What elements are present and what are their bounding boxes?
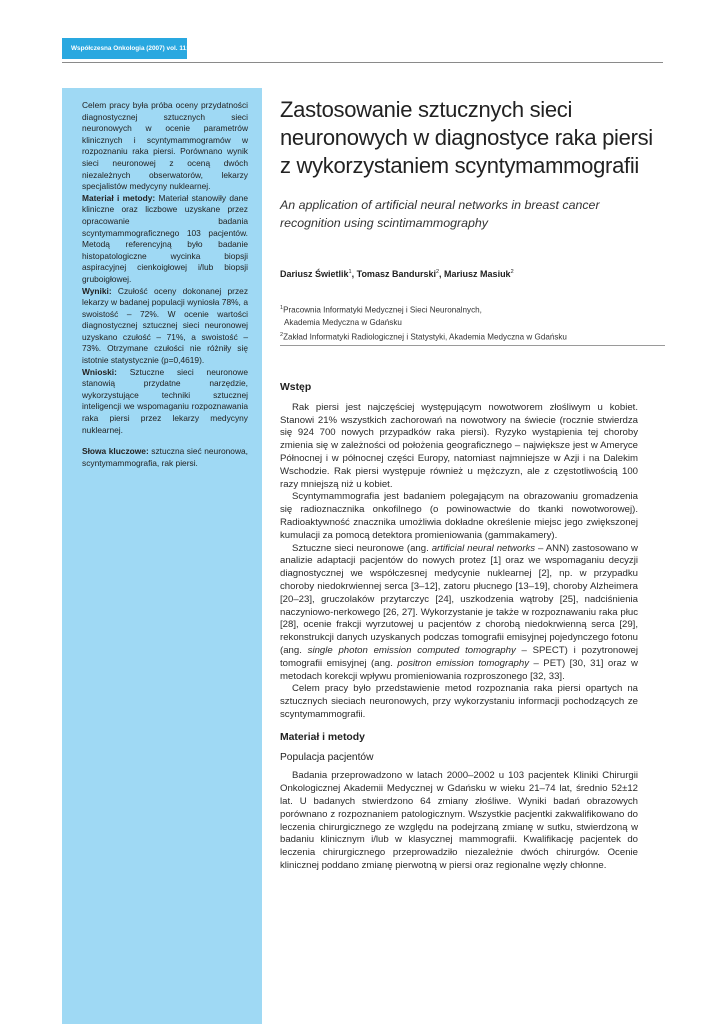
methods-text: Materiał stanowiły dane kliniczne oraz liczbowe uzyskane przez opracowanie badania scyntymammograficznego 103 pacjentów. Metodą referencyjną było badanie histopatologiczne wycinka biopsji aspiracyjnej cienkoigłowej i/lub biopsji gruboigłowej.: [82, 192, 248, 284]
author-name: Dariusz Świetlik: [280, 269, 349, 279]
term-italic: positron emission tomography: [397, 657, 530, 669]
author-list: [280, 269, 660, 279]
journal-banner: Współczesna Onkologia (2007) vol. 11; 8 (385–389): [62, 38, 187, 59]
affiliation-number: 1: [280, 305, 284, 311]
abstract-results: [82, 286, 248, 367]
methods-label: Materiał i metody:: [82, 192, 156, 203]
affiliations: [280, 302, 665, 343]
conclusions-text: Sztuczne sieci neuronowe stanowią przydatne narzędzie, wykorzystujące techniki sztucznej inteligencji we wspomaganiu rozpoznawania raka piersi przez lekarzy medycyny nuklearnej.: [82, 366, 248, 435]
text-run: Sztuczne sieci neuronowe (ang.: [292, 542, 432, 554]
author-separator: ,: [439, 269, 445, 279]
keywords-label: Słowa kluczowe:: [82, 446, 149, 457]
term-italic: single photon emission computed tomography: [307, 644, 516, 656]
author-name: Mariusz Masiuk: [444, 269, 511, 279]
affiliation-2: [280, 329, 665, 344]
affiliation-number: 2: [280, 331, 284, 338]
keywords-text: sztuczna sieć neuronowa, scyntymammografia, rak piersi.: [82, 446, 248, 468]
abstract-intro: Celem pracy była próba oceny przydatności diagnostycznej sztucznych sieci neuronowych w ocenie parametrów klinicznych i scyntymammogramów w rozpoznaniu raka piersi. Porównano wynik sieci neuronowej z oceną dwóch niezależnych obserwatorów, lekarzy specjalistów medycyny nuklearnej.: [82, 100, 248, 192]
article-body: [280, 382, 638, 873]
results-label: Wyniki:: [82, 285, 112, 296]
section-heading-introduction: Wstęp: [280, 382, 312, 393]
paragraph: [280, 543, 638, 684]
article-subtitle: An application of artificial neural networks in breast cancer recognition using scintimammography: [280, 198, 600, 230]
author-separator: ,: [351, 269, 357, 279]
abstract-methods: [82, 193, 248, 286]
paragraph: Scyntymammografia jest badaniem polegającym na obrazowaniu gromadzenia się radioznacznika onkofilnego (o powinowactwie do tkanki nowotworowej). Radioaktywność znacznika umożliwia dokładne określenie miejsc jego zwiększonej kumulacji za pomocą detektora promieniowania (gammakamery).: [280, 491, 638, 541]
author-affiliation-mark: 1: [348, 269, 352, 275]
header-divider: [280, 345, 665, 346]
affiliation-1: [280, 302, 665, 317]
author-affiliation-mark: 2: [435, 269, 440, 275]
term-italic: artificial neural networks: [431, 542, 536, 554]
paragraph: Celem pracy było przedstawienie metod rozpoznania raka piersi opartych na sztucznych sieciach neuronowych, przy wykorzystaniu informacji pochodzących ze scyntymammografii.: [280, 683, 638, 720]
subsection-heading: Populacja pacjentów: [280, 751, 374, 763]
author-affiliation-mark: 2: [510, 269, 514, 275]
section-heading-methods: Materiał i metody: [280, 731, 365, 743]
paragraph: Badania przeprowadzono w latach 2000–2002 u 103 pacjentek Kliniki Chirurgii Onkologicznej Akademii Medycznej w Gdańsku w wieku 21–74 lat, średnio 52±12 lat. U badanych stwierdzono 64 zmiany złośliwe. Wyniki badań obrazowych porównano z rozpoznaniem patologicznym. Wszystkie pacjentki zakwalifikowano do leczenia chirurgicznego ze względu na podejrzaną zmianę w sutku, stwierdzoną w badaniu klinicznym i/lub w klasycznej mammografii. Kwalifikację pacjentek do leczenia chirurgicznego przeprowadziło niezależnie dwóch chirurgów. Ocenie klinicznej poddano zmianę pierwotną w piersi oraz regionalne węzły chłonne.: [280, 770, 638, 871]
abstract-keywords: [82, 446, 248, 469]
conclusions-label: Wnioski:: [82, 366, 117, 377]
author-name: Tomasz Bandurski: [356, 269, 436, 279]
abstract-panel: [62, 88, 262, 1024]
paragraph: Rak piersi jest najczęściej występującym nowotworem złośliwym u kobiet. Stanowi 21% wszystkich zachorowań na nowotwory na świecie (rocznie stwierdza się 924 700 nowych przypadków raka piersi). Ryzyko wystąpienia tej choroby zmienia się w zależności od położenia geograficznego – największe jest w Ameryce Północnej i w północnej części Europy, natomiast najmniejsze w Azji i na Dalekim Wschodzie. Rak piersi występuje również u mężczyzn, ale z częstotliwością 100 razy mniejszą niż u kobiet.: [280, 401, 638, 490]
text-run: – PET) [30, 31] oraz w metodach korekcji wpływu promieniowania rozproszonego [32, 33].: [280, 657, 638, 682]
abstract-conclusions: [82, 367, 248, 437]
text-run: – SPECT) i pozytronowej tomografii emisyjnej (ang.: [280, 644, 638, 669]
affiliation-line: Zakład Informatyki Radiologicznej i Statystyki, Akademia Medyczna w Gdańsku: [283, 332, 567, 342]
top-divider: [62, 62, 663, 63]
text-run: – ANN) zastosowano w analizie adaptacji pacjentów do nowych protez [1] oraz we wspomaganiu decyzji diagnostycznej we współczesnej medycynie nuklearnej [2], np. w przypadku choroby niedokrwiennej serca [3–12], zatoru płucnego [13–19], choroby Alzheimera [20–23], gruczolaków przytarczyc [24], uszkodzenia wątroby [25], nadciśnienia naczyniowo-nerkowego [26, 27]. Wykorzystanie je także w rozpoznawaniu raka płuc [28], ocenie frakcji wyrzutowej u pacjentów z chorobą niedokrwienną serca [29], rekonstrukcji danych uzyskanych podczas tomografii emisyjnej pojedynczego fotonu (ang.: [280, 542, 638, 656]
affiliation-line: Pracownia Informatyki Medycznej i Sieci Neuronalnych,: [283, 305, 482, 315]
article-title: Zastosowanie sztucznych sieci neuronowych w diagnostyce raka piersi z wykorzystaniem scyntymammografii: [280, 97, 653, 178]
affiliation-1-cont: Akademia Medyczna w Gdańsku: [284, 317, 402, 327]
results-text: Czułość oceny dokonanej przez lekarzy w badanej populacji wyniosła 78%, a swoistość – 72%. W ocenie wartości diagnostycznej sztucznej sieci neuronowej uzyskano czułość – 71%, a swoistość – 73%. Otrzymane czułości nie różniły się istotnie statystycznie (p=0,4619).: [82, 285, 249, 366]
